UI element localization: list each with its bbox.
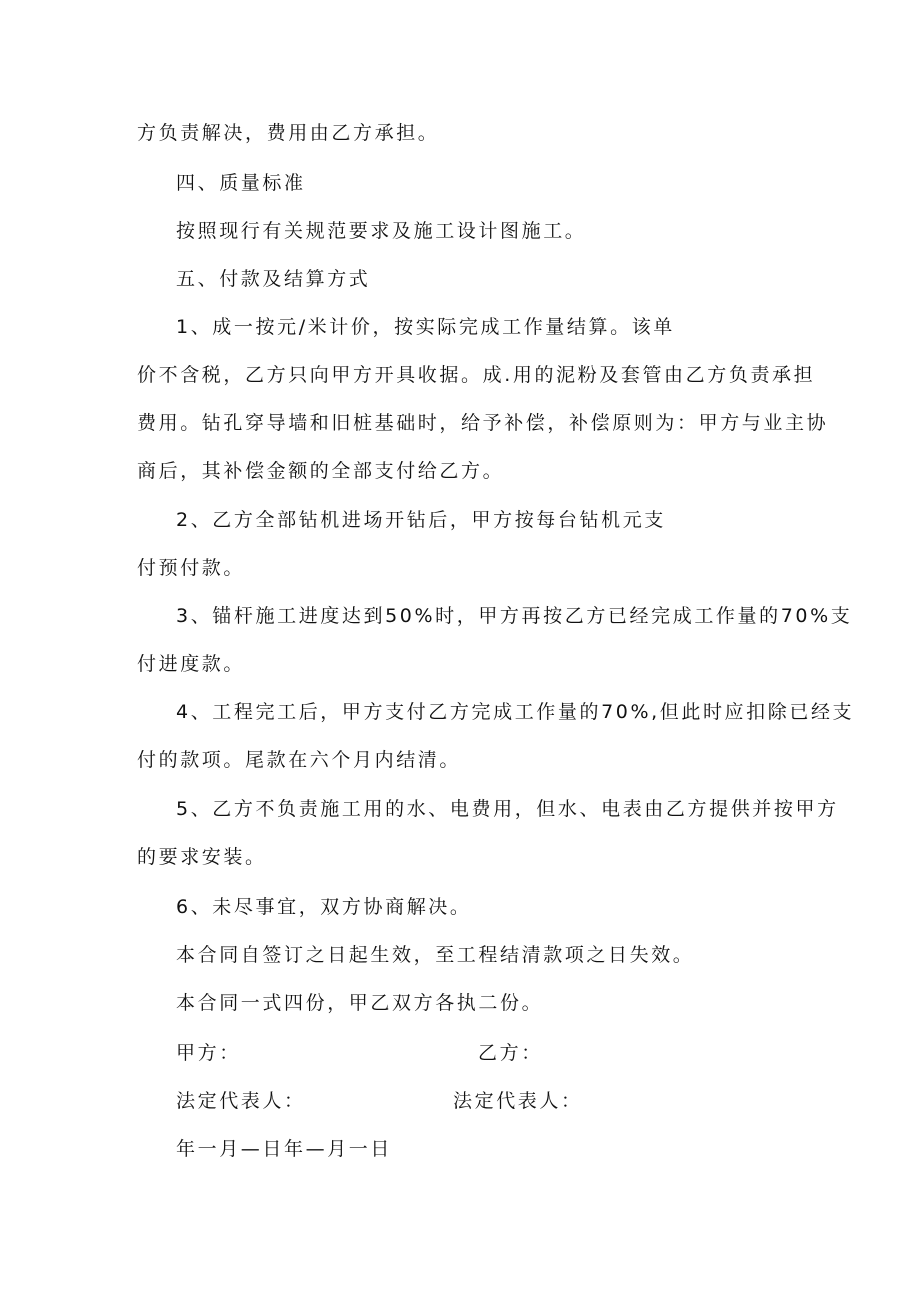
clause-1-line: 商后，其补偿金额的全部支付给乙方。 xyxy=(137,460,505,482)
body-text-line: 方负责解决，费用由乙方承担。 xyxy=(137,122,440,144)
clause-5-line: 的要求安装。 xyxy=(137,846,267,868)
section-heading-quality: 四、质量标准 xyxy=(176,172,306,194)
copies-clause: 本合同一式四份，甲乙双方各执二份。 xyxy=(176,992,544,1014)
signing-date-line: 年一月—日年—月一日 xyxy=(176,1138,393,1160)
clause-2-line: 2、乙方全部钻机进场开钻后，甲方按每台钻机元支 xyxy=(176,509,666,531)
clause-4-line: 付的款项。尾款在六个月内结清。 xyxy=(137,749,462,771)
party-b-label: 乙方： xyxy=(478,1042,543,1064)
clause-4-line: 4、工程完工后，甲方支付乙方完成工作量的70%,但此时应扣除已经支 xyxy=(176,701,855,723)
clause-6-line: 6、未尽事宜，双方协商解决。 xyxy=(176,896,472,918)
clause-1-line: 1、成一按元/米计价，按实际完成工作量结算。该单 xyxy=(176,316,675,338)
section-heading-payment: 五、付款及结算方式 xyxy=(176,268,371,290)
party-a-representative-label: 法定代表人： xyxy=(176,1090,306,1112)
party-a-label: 甲方： xyxy=(176,1042,241,1064)
clause-2-line: 付预付款。 xyxy=(137,557,246,579)
clause-1-line: 费用。钻孔穿导墙和旧桩基础时，给予补偿，补偿原则为：甲方与业主协 xyxy=(137,412,829,434)
party-b-representative-label: 法定代表人： xyxy=(453,1090,583,1112)
clause-3-line: 付进度款。 xyxy=(137,653,246,675)
effective-clause: 本合同自签订之日起生效，至工程结清款项之日失效。 xyxy=(176,944,695,966)
clause-5-line: 5、乙方不负责施工用的水、电费用，但水、电表由乙方提供并按甲方 xyxy=(176,798,839,820)
clause-3-line: 3、锚杆施工进度达到50%时，甲方再按乙方已经完成工作量的70%支 xyxy=(176,605,853,627)
clause-1-line: 价不含税，乙方只向甲方开具收据。成.用的泥粉及套管由乙方负责承担 xyxy=(137,364,816,386)
body-text-line: 按照现行有关规范要求及施工设计图施工。 xyxy=(176,220,587,242)
